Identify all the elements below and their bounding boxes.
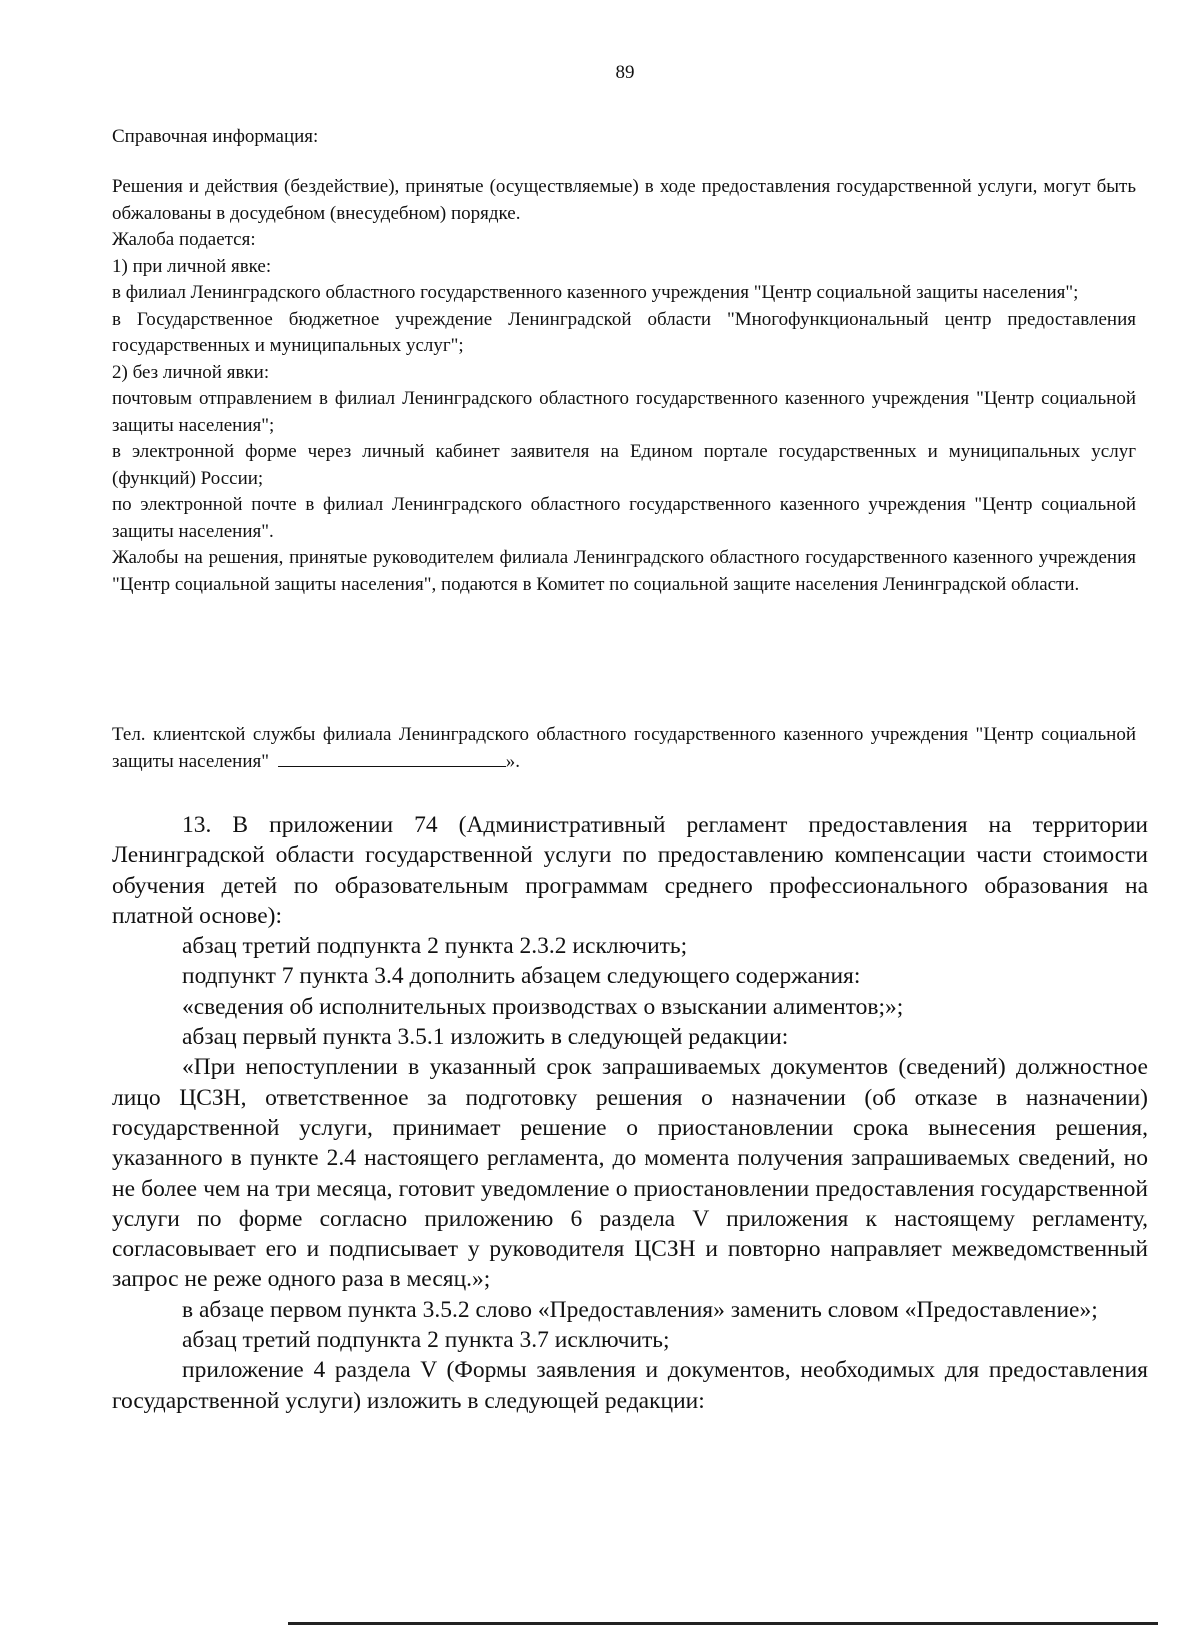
reference-paragraph: в электронной форме через личный кабинет заявителя на Едином портале государственных и муниципальных услуг (функций) России; xyxy=(112,441,1136,489)
reference-paragraph: в филиал Ленинградского областного государственного казенного учреждения "Центр социальной защиты населения"; xyxy=(112,282,1079,303)
tel-end: ». xyxy=(505,750,521,772)
amendment-paragraph: абзац третий подпункта 2 пункта 3.7 исключить; xyxy=(182,1327,670,1354)
amendment-paragraph: «сведения об исполнительных производствах о взыскании алиментов;»; xyxy=(182,993,904,1020)
reference-paragraph: Жалоба подается: xyxy=(112,229,256,250)
reference-paragraph: Решения и действия (бездействие), принятые (осуществляемые) в ходе предоставления государственной услуги, могут быть обжалованы в досудебном (внесудебном) порядке. xyxy=(112,176,1136,224)
reference-paragraph: почтовым отправлением в филиал Ленинградского областного государственного казенного учреждения "Центр социальной защиты населения"; xyxy=(112,388,1136,436)
reference-paragraph: Жалобы на решения, принятые руководителем филиала Ленинградского областного государственного казенного учреждения "Центр социальной защиты населения", подаются в Комитет по социальной защите населения Ленинградской области. xyxy=(112,547,1136,595)
amendment-paragraph: приложение 4 раздела V (Формы заявления и документов, необходимых для предоставления государственной услуги) изложить в следующей редакции: xyxy=(112,1357,1148,1414)
tel-text: Тел. клиентской службы филиала Ленинградского областного государственного казенного учреждения "Центр социальной защиты населения" xyxy=(112,724,1136,772)
amendment-paragraph: 13. В приложении 74 (Административный регламент предоставления на территории Ленинградской области государственной услуги по предоставлению компенсации части стоимости обучения детей по образовательным программам среднего профессионального образования на платной основе): xyxy=(112,812,1148,929)
reference-paragraph: 1) при личной явке: xyxy=(112,255,272,277)
amendment-paragraph: подпункт 7 пункта 3.4 дополнить абзацем следующего содержания: xyxy=(182,963,861,990)
bottom-scan-edge xyxy=(288,1622,1158,1625)
amendment-paragraph: в абзаце первом пункта 3.5.2 слово «Предоставления» заменить словом «Предоставление»; xyxy=(182,1296,1098,1323)
reference-paragraph: в Государственное бюджетное учреждение Ленинградской области "Многофункциональный центр предоставления государственных и муниципальных услуг"; xyxy=(112,308,1136,356)
amendment-paragraph: «При непоступлении в указанный срок запрашиваемых документов (сведений) должностное лицо ЦСЗН, ответственное за подготовку решения о назначении (об отказе в назначении) государственной услуги, принимает решение о приостановлении срока вынесения решения, указанного в пункте 2.4 настоящего регламента, до момента получения запрашиваемых сведений, но не более чем на три месяца, готовит уведомление о приостановлении предоставления государственной услуги по форме согласно приложению 6 раздела V приложения к настоящему регламенту, согласовывает его и подписывает у руководителя ЦСЗН и повторно направляет межведомственный запрос не реже одного раза в месяц.»; xyxy=(112,1054,1148,1293)
tel-paragraph xyxy=(112,722,1136,775)
reference-paragraph: по электронной почте в филиал Ленинградского областного государственного казенного учреждения "Центр социальной защиты населения". xyxy=(112,494,1136,542)
tel-blank-line xyxy=(278,750,506,767)
page-number: 89 xyxy=(615,62,635,83)
reference-heading: Справочная информация: xyxy=(112,126,319,147)
reference-body xyxy=(112,174,1136,598)
amendment-paragraph: абзац первый пункта 3.5.1 изложить в следующей редакции: xyxy=(182,1024,789,1051)
reference-heading-block xyxy=(112,124,1136,151)
amendment-paragraph: абзац третий подпункта 2 пункта 2.3.2 исключить; xyxy=(182,933,688,960)
tel-block xyxy=(112,722,1136,775)
amendment-section xyxy=(112,810,1148,1416)
reference-paragraph: 2) без личной явки: xyxy=(112,361,270,383)
